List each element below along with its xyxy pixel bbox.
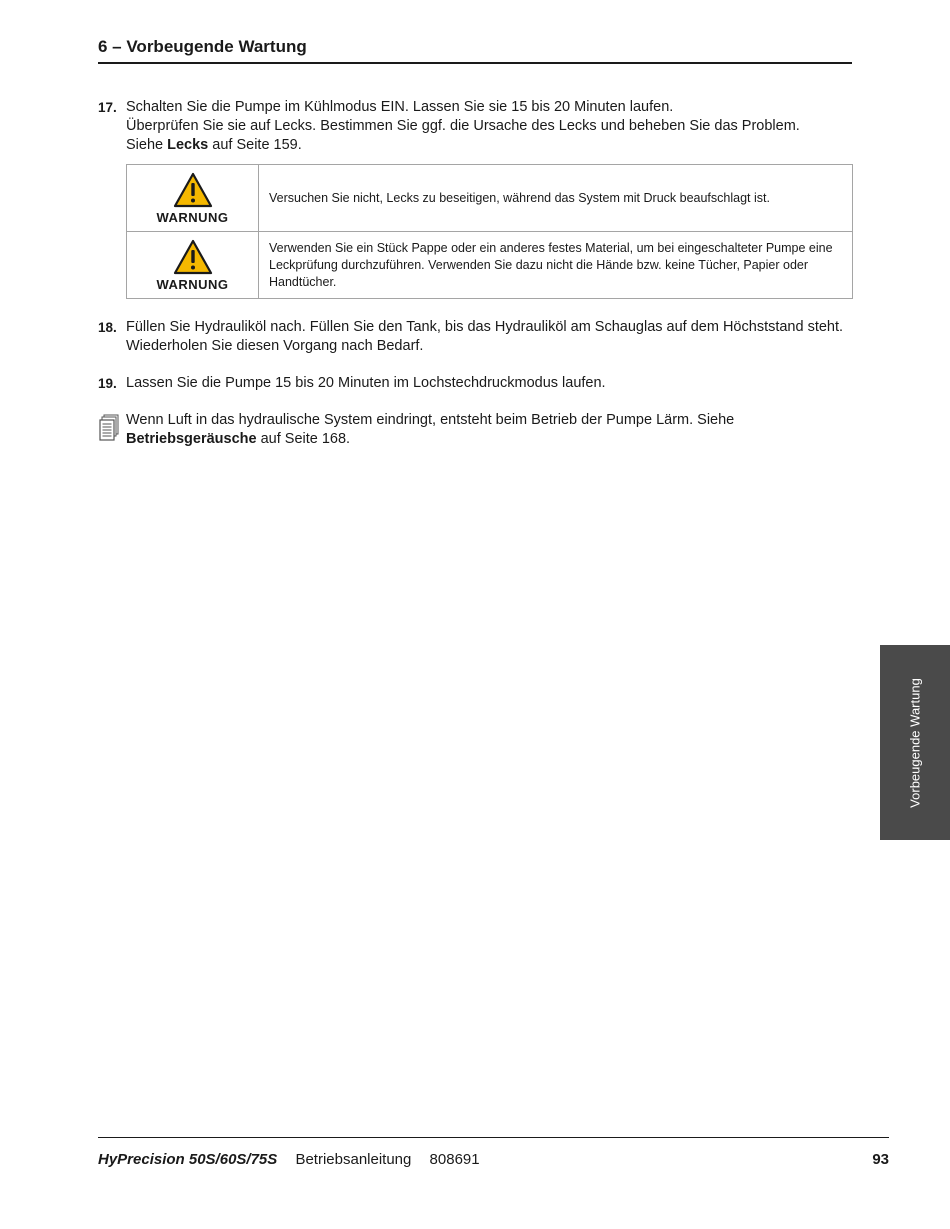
section-header [98,36,852,64]
note-line: Wenn Luft in das hydraulische System eindringt, entsteht beim Betrieb der Pumpe Lärm. Siehe [126,412,735,428]
warning-icon-cell [127,165,259,232]
step-number: 18. [98,320,117,335]
text-fragment: auf Seite 168. [256,431,351,447]
warning-triangle-icon [173,239,213,275]
step-number: 17. [98,100,117,115]
warning-triangle-icon [173,172,213,208]
step-number: 19. [98,376,117,391]
page-number: 93 [872,1151,889,1168]
text-fragment: Siehe [126,137,168,153]
step-17 [98,98,858,155]
cross-reference-link[interactable]: Betriebsgeräusche [126,431,257,447]
note-block [98,411,858,449]
warning-text: Versuchen Sie nicht, Lecks zu beseitigen, während das System mit Druck beaufschlagt ist. [259,165,853,232]
step-19 [98,374,858,393]
warning-label: WARNUNG [156,209,229,225]
step-line: Füllen Sie Hydrauliköl nach. Füllen Sie den Tank, bis das Hydrauliköl am Schauglas auf dem Höchststand steht. [126,319,844,335]
warning-table [126,164,853,299]
note-pages-icon [98,414,120,442]
warning-row [127,165,853,232]
warning-label: WARNUNG [156,276,229,292]
document-type: Betriebsanleitung [295,1151,412,1168]
step-line: Überprüfen Sie sie auf Lecks. Bestimmen Sie ggf. die Ursache des Lecks und beheben Sie das Problem. [126,118,800,134]
part-number: 808691 [429,1151,480,1168]
note-text [126,411,858,449]
step-line: Lassen Sie die Pumpe 15 bis 20 Minuten im Lochstechdruckmodus laufen. [126,375,606,391]
page-footer [98,1137,889,1170]
warning-row [127,232,853,299]
text-fragment: auf Seite 159. [208,137,302,153]
note-line [126,430,858,449]
cross-reference-link[interactable]: Lecks [167,137,209,153]
step-text [126,374,858,393]
step-line: Schalten Sie die Pumpe im Kühlmodus EIN. Lassen Sie sie 15 bis 20 Minuten laufen. [126,99,674,115]
section-title: 6 – Vorbeugende Wartung [98,37,307,56]
product-name: HyPrecision 50S/60S/75S [98,1151,278,1168]
side-tab-label: Vorbeugende Wartung [907,677,923,808]
step-line [126,136,858,155]
chapter-side-tab [880,645,950,840]
step-18 [98,318,858,356]
step-text [126,318,858,356]
warning-icon-cell [127,232,259,299]
step-line: Wiederholen Sie diesen Vorgang nach Bedarf. [126,338,424,354]
warning-text: Verwenden Sie ein Stück Pappe oder ein anderes festes Material, um bei eingeschalteter Pumpe eine Leckprüfung durchzuführen. Verwenden Sie dazu nicht die Hände bzw. keine Tücher, Papier oder Handtücher. [259,232,853,299]
step-text [126,98,858,155]
